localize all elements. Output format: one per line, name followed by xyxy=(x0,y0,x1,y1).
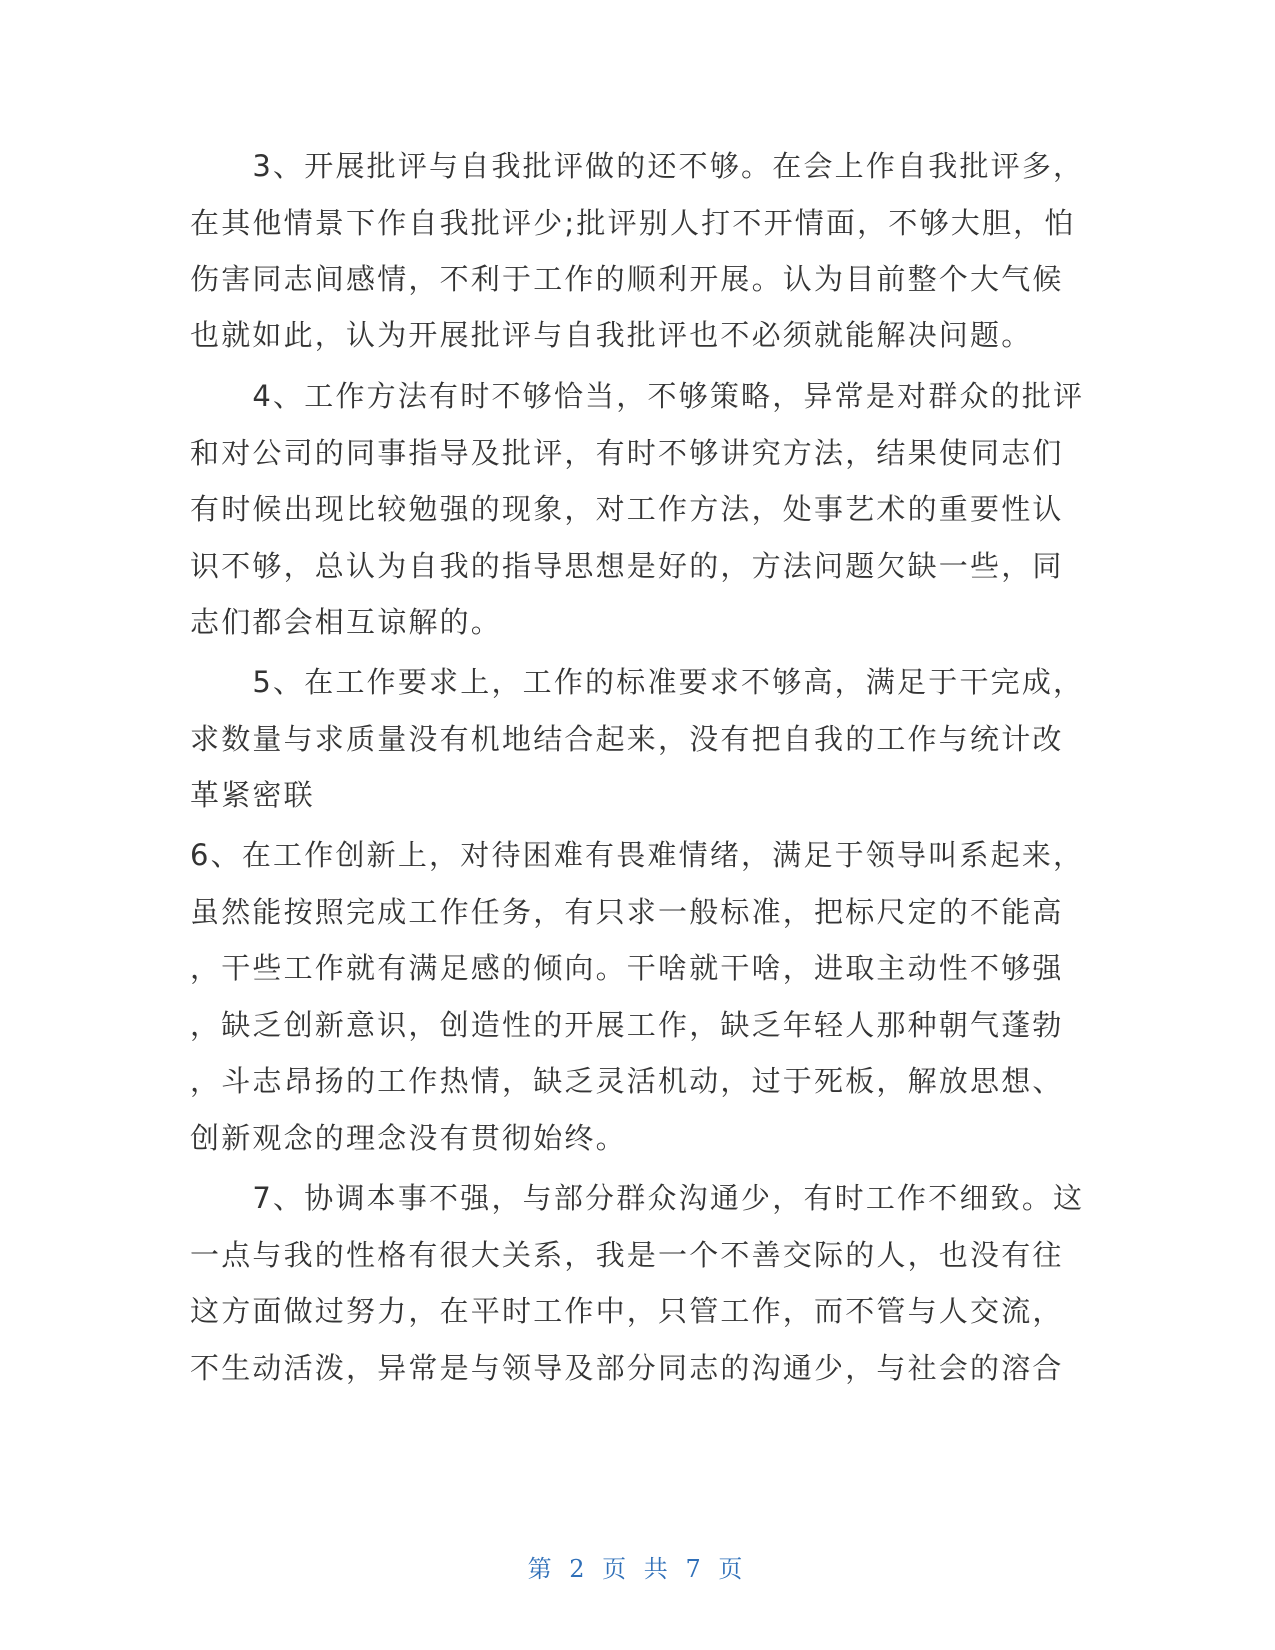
body-line: 革紧密联 xyxy=(190,778,315,812)
body-line: 和对公司的同事指导及批评，有时不够讲究方法，结果使同志们 xyxy=(190,436,1064,470)
body-line: 3、开展批评与自我批评做的还不够。在会上作自我批评多， xyxy=(190,149,1085,183)
body-line: 7、协调本事不强，与部分群众沟通少，有时工作不细致。这 xyxy=(190,1181,1085,1215)
body-line: 创新观念的理念没有贯彻始终。 xyxy=(190,1121,627,1155)
body-line: ，干些工作就有满足感的倾向。干啥就干啥，进取主动性不够强 xyxy=(190,951,1064,985)
page-number-footer: 第 2 页 共 7 页 xyxy=(527,1555,748,1583)
body-line: 志们都会相互谅解的。 xyxy=(190,605,503,639)
body-line: 5、在工作要求上，工作的标准要求不够高，满足于干完成， xyxy=(190,665,1085,699)
body-line: 在其他情景下作自我批评少;批评别人打不开情面，不够大胆，怕 xyxy=(190,206,1076,240)
body-line: 6、在工作创新上，对待困难有畏难情绪，满足于领导叫系起来， xyxy=(190,838,1085,872)
body-line: ，斗志昂扬的工作热情，缺乏灵活机动，过于死板，解放思想、 xyxy=(190,1064,1064,1098)
body-line: 有时候出现比较勉强的现象，对工作方法，处事艺术的重要性认 xyxy=(190,492,1064,526)
body-line: 虽然能按照完成工作任务，有只求一般标准，把标尺定的不能高 xyxy=(190,895,1064,929)
body-line: 伤害同志间感情，不利于工作的顺利开展。认为目前整个大气候 xyxy=(190,262,1064,296)
body-line: 求数量与求质量没有机地结合起来，没有把自我的工作与统计改 xyxy=(190,722,1064,756)
body-line: 一点与我的性格有很大关系，我是一个不善交际的人，也没有往 xyxy=(190,1238,1064,1272)
body-line: 也就如此，认为开展批评与自我批评也不必须就能解决问题。 xyxy=(190,318,1033,352)
body-line: 识不够，总认为自我的指导思想是好的，方法问题欠缺一些，同 xyxy=(190,549,1064,583)
body-line: 4、工作方法有时不够恰当，不够策略，异常是对群众的批评 xyxy=(190,379,1085,413)
body-line: 不生动活泼，异常是与领导及部分同志的沟通少，与社会的溶合 xyxy=(190,1351,1064,1385)
body-line: ，缺乏创新意识，创造性的开展工作，缺乏年轻人那种朝气蓬勃 xyxy=(190,1008,1064,1042)
body-line: 这方面做过努力，在平时工作中，只管工作，而不管与人交流， xyxy=(190,1294,1064,1328)
